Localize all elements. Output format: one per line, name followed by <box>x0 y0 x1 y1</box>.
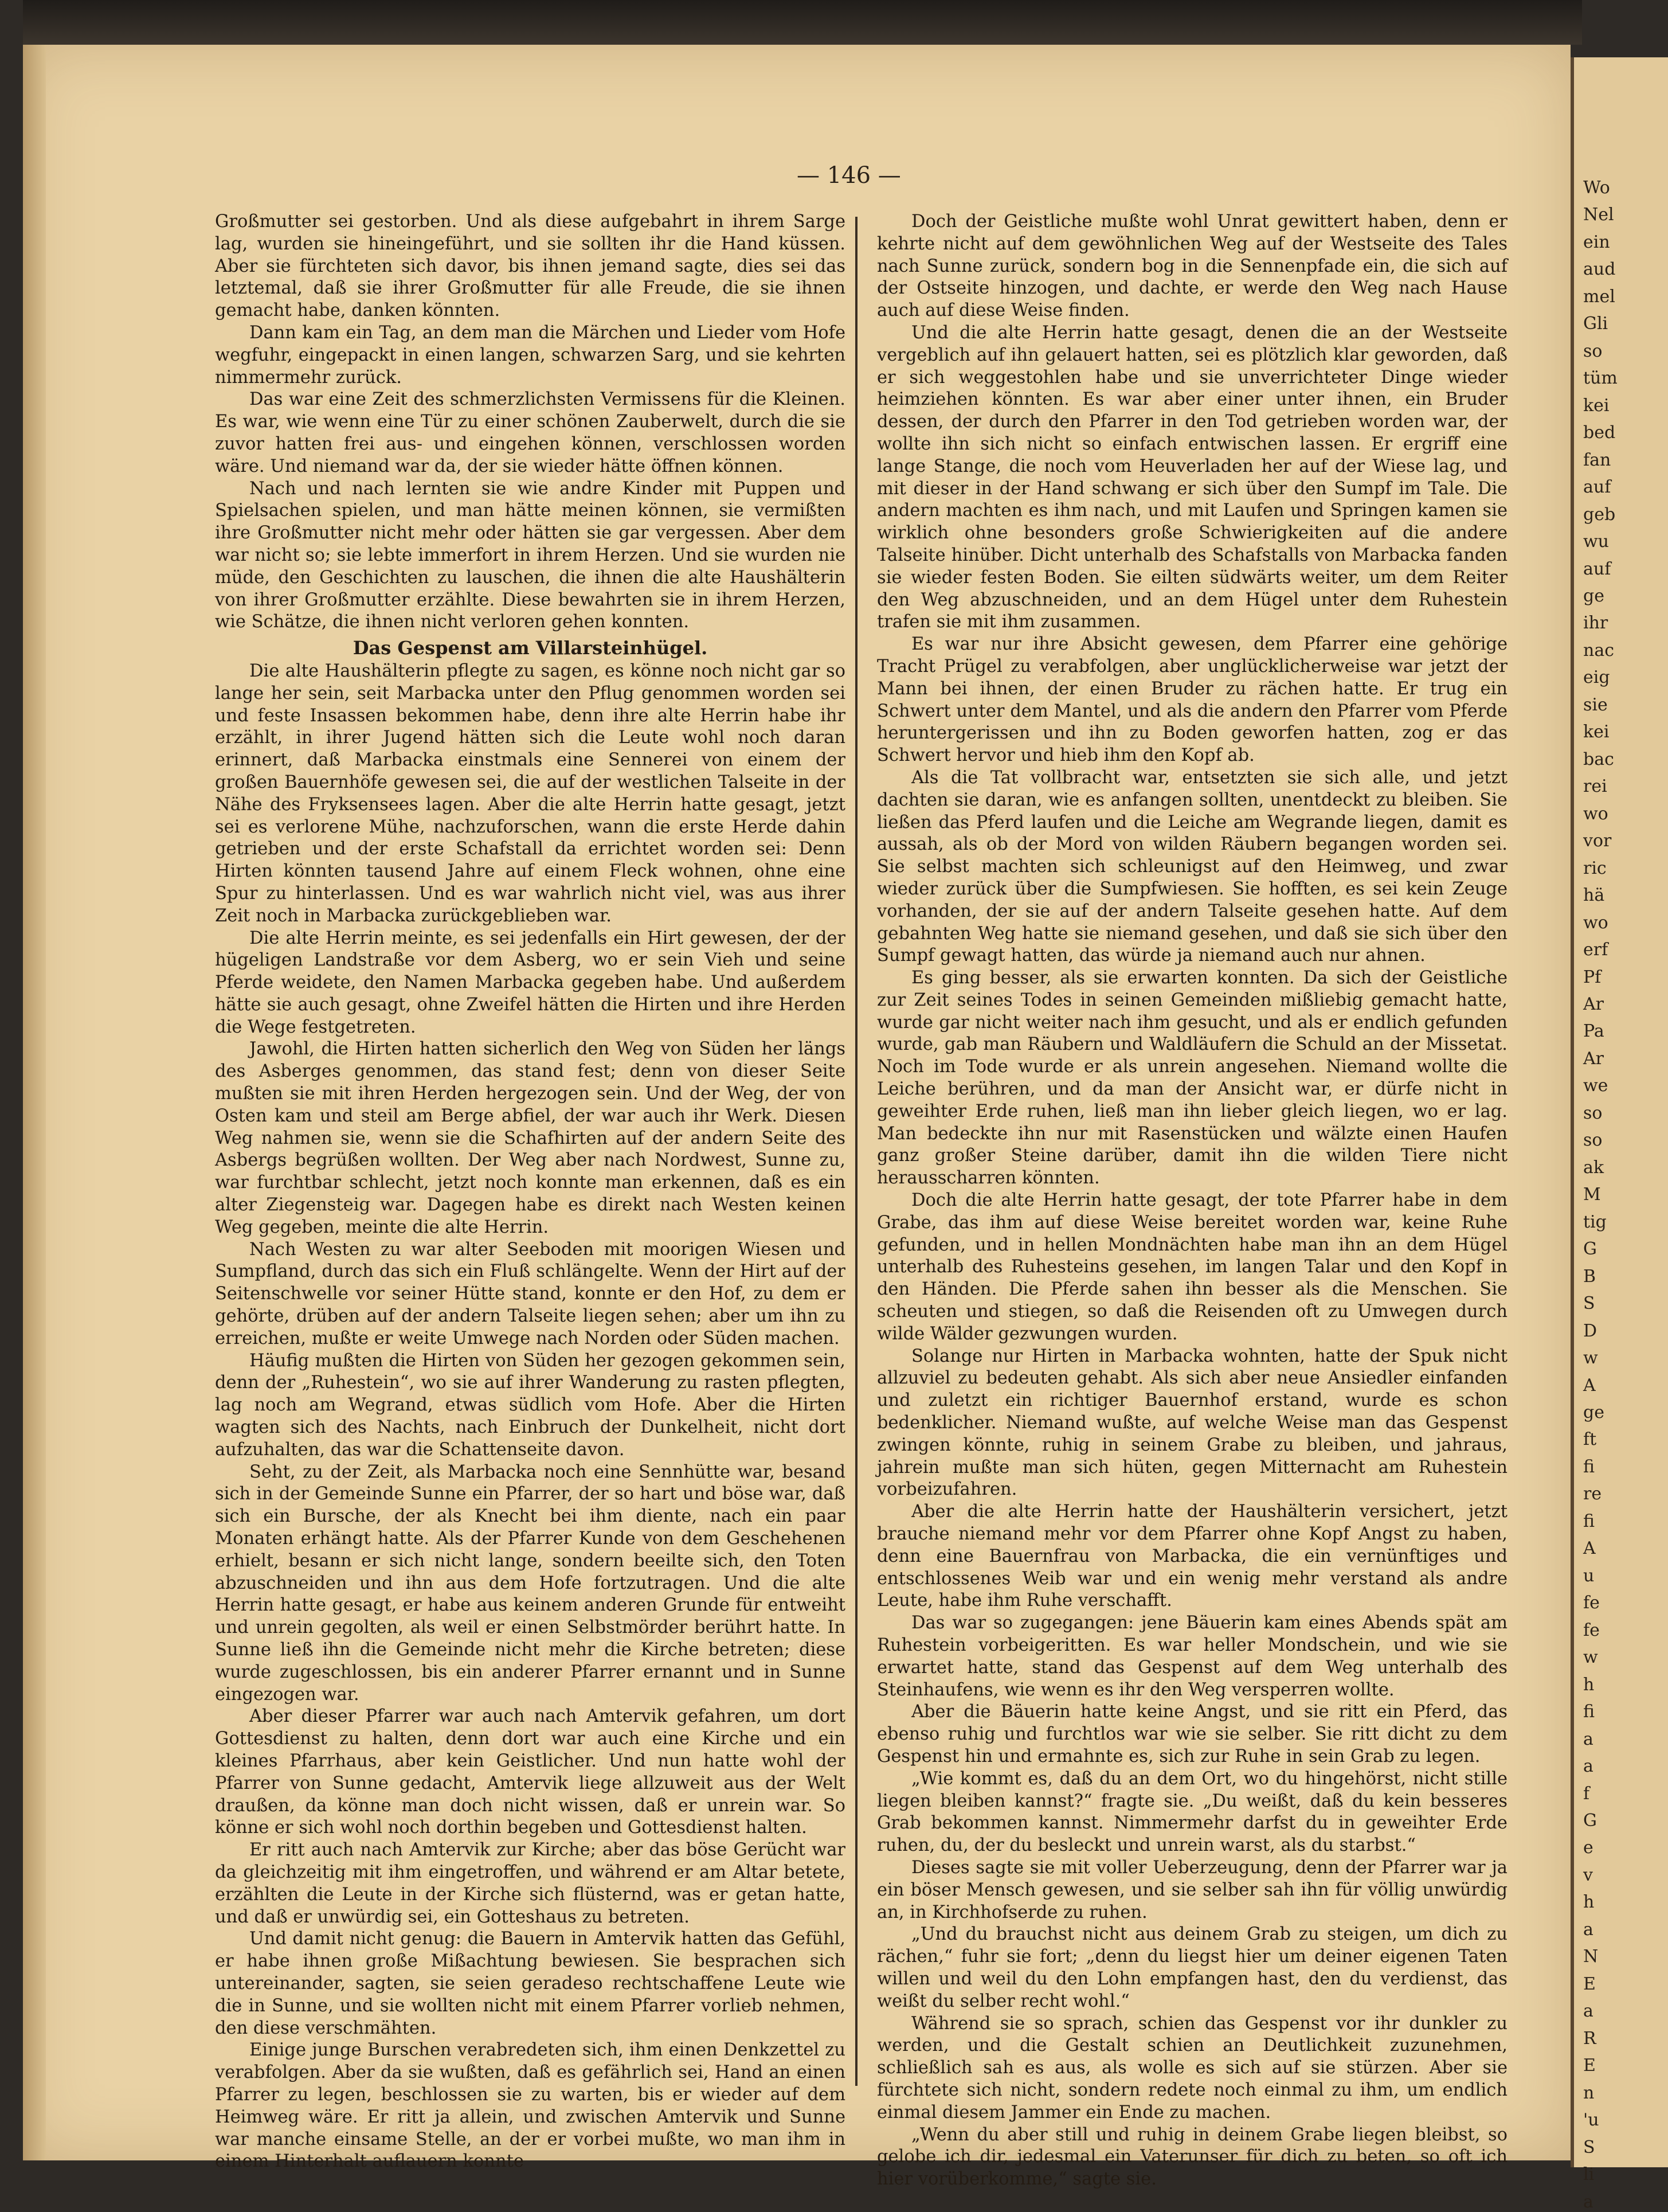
next-page-fragment: tig <box>1583 1211 1607 1232</box>
next-page-fragment: fi <box>1583 1456 1595 1477</box>
paragraph: Häufig mußten die Hirten von Süden her gezogen gekommen sein, denn der „Ruhestein“, wo sie auf ihrer Wanderung zu rasten pflegten, lag noch am Wegrand, etwas südlich vom Hofe. Aber die Hirten wagten sich des Nachts, nach Einbruch der Dunkelheit, nicht dort aufzuhalten, das war die Schattenseite davon. <box>215 1350 845 1460</box>
next-page-fragment: M <box>1583 1185 1601 1205</box>
next-page-fragment: ge <box>1583 1402 1604 1422</box>
paragraph: Die alte Herrin meinte, es sei jedenfalls ein Hirt gewesen, der der hügeligen Landstraße vor dem Asberg, wo er sein Vieh und seine Pferde weidete, den Namen Marbacka gegeben habe. Und außerdem hätte sie auch gesagt, ohne Zweifel hätten die Hirten und ihre Herden die Wege festgetreten. <box>215 928 845 1037</box>
paragraph: Das war eine Zeit des schmerzlichsten Vermissens für die Kleinen. Es war, wie wenn eine Tür zu einer schönen Zauberwelt, durch die sie zuvor hatten frei aus- und eingehen können, verschlossen worden wäre. Und niemand war da, der sie wieder hätte öffnen können. <box>215 389 845 476</box>
paragraph: Dann kam ein Tag, an dem man die Märchen und Lieder vom Hofe wegfuhr, eingepackt in einen langen, schwarzen Sarg, und sie kehrten nimmermehr zurück. <box>215 322 845 388</box>
paragraph: „Wie kommt es, daß du an dem Ort, wo du hingehörst, nicht stille liegen bleiben kannst?“ fragte sie. „Du weißt, daß du kein besseres Grab bekommen kannst. Nimmermehr darfst du in geweihter Erde ruhen, du, der du besleckt und unrein warst, als du starbst.“ <box>877 1768 1508 1856</box>
book-page <box>23 45 1571 2190</box>
book-top-edge <box>23 0 1582 45</box>
next-page-fragment: rei <box>1583 776 1607 797</box>
next-page-fragment: D <box>1583 1320 1597 1341</box>
next-page-fragment: h <box>1583 1892 1595 1913</box>
paragraph: Großmutter sei gestorben. Und als diese aufgebahrt in ihrem Sarge lag, wurden sie hineingeführt, und sie sollten ihr die Hand küssen. Aber sie fürchteten sich davor, bis ihnen jemand sagte, dies sei das letztemal, daß sie ihrer Großmutter für alle Freude, die sie ihnen gemacht habe, danken könnten. <box>215 212 845 321</box>
next-page-edge <box>1571 57 1668 2212</box>
next-page-fragment: wu <box>1583 531 1609 552</box>
paragraph: Einige junge Burschen verabredeten sich, ihm einen Denkzettel zu verabfolgen. Aber da sie wußten, daß es gefährlich sei, Hand an einen Pfarrer zu legen, beschlossen sie zu warten, bis er wieder auf dem Heimweg wäre. Er ritt ja allein, und zwischen Amtervik und Sunne war manche einsame Stelle, an der er vorbei mußte, wo man ihm in einem Hinterhalt auflauern konnte <box>215 2040 845 2172</box>
next-page-fragment: vor <box>1583 831 1612 851</box>
next-page-fragment: sie <box>1583 694 1608 715</box>
next-page-fragment: w <box>1583 1348 1598 1369</box>
next-page-fragment: Wo <box>1583 178 1610 198</box>
paragraph: Doch die alte Herrin hatte gesagt, der tote Pfarrer habe in dem Grabe, das ihm auf diese Weise bereitet worden war, keine Ruhe gefunden, und in hellen Mondnächten habe man ihn an dem Hügel unterhalb des Ruhesteins gesehen, im langen Talar und den Kopf in den Händen. Die Pferde sahen ihn besser als die Menschen. Sie scheuten und stiegen, so daß die Reisenden oft zu Umwegen durch wilde Wälder gezwungen wurden. <box>877 1190 1508 1344</box>
paragraph: Nach Westen zu war alter Seeboden mit moorigen Wiesen und Sumpfland, durch das sich ein Fluß schlängelte. Wenn der Hirt auf der Seitenschwelle vor seiner Hütte stand, konnte er den Hof, zu dem er gehörte, drüben auf der andern Talseite liegen sehen; aber um ihn zu erreichen, mußte er weite Umwege nach Norden oder Süden machen. <box>215 1239 845 1349</box>
next-page-fragment: Nel <box>1583 205 1614 225</box>
next-page-fragment: a <box>1583 2001 1593 2022</box>
next-page-fragment: auf <box>1583 558 1611 579</box>
next-page-fragment: kei <box>1583 395 1610 416</box>
paragraph: Und damit nicht genug: die Bauern in Amtervik hatten das Gefühl, er habe ihnen große Mißachtung bewiesen. Sie besprachen sich untereinander, sagten, sie seien geradeso rechtschaffene Leute wie die in Sunne, und sie wollten nicht mit einem Pfarrer vorlieb nehmen, den diese verschmähten. <box>215 1929 845 2038</box>
next-page-fragment: ein <box>1583 232 1610 252</box>
section-heading: Das Gespenst am Villarsteinhügel. <box>353 637 708 659</box>
next-page-fragment: h <box>1583 1674 1595 1695</box>
next-page-fragment: wo <box>1583 912 1608 933</box>
next-page-fragment: fi <box>1583 1702 1595 1722</box>
next-page-fragment: auf <box>1583 477 1611 498</box>
next-page-fragment: kei <box>1583 722 1610 742</box>
next-page-fragment: a <box>1583 1729 1593 1749</box>
next-page-fragment: li <box>1583 2164 1595 2185</box>
paragraph: Während sie so sprach, schien das Gespenst vor ihr dunkler zu werden, und die Gestalt schien an Deutlichkeit zuzunehmen, schließlich sah es aus, als wolle es sich auf sie stürzen. Aber sie fürchtete sich nicht, sondern redete noch einmal zu ihm, um endlich einmal diesem Jammer ein Ende zu machen. <box>877 2013 1508 2123</box>
next-page-fragment: G <box>1583 1811 1597 1831</box>
next-page-fragment: we <box>1583 1076 1608 1096</box>
next-page-fragment: N <box>1583 1947 1599 1967</box>
next-page-fragment: so <box>1583 1103 1603 1123</box>
next-page-fragment: ge <box>1583 586 1604 606</box>
next-page-fragment: Pf <box>1583 967 1602 987</box>
next-page-fragment: E <box>1583 1973 1596 1994</box>
paragraph: Seht, zu der Zeit, als Marbacka noch eine Sennhütte war, besand sich in der Gemeinde Sunne ein Pfarrer, der so hart und böse war, daß sich ein Bursche, der als Knecht bei ihm diente, nach ein paar Monaten erhängt hatte. Als der Pfarrer Kunde von dem Geschehenen erhielt, besann er sich nicht lange, sondern beeilte sich, den Toten abzuschneiden und ihn aus dem Hofe fortzutragen. Und die alte Herrin hatte gesagt, er habe aus keinem anderen Grunde für entweiht und unrein gegolten, als weil er einen Selbstmörder berührt hatte. In Sunne ließ ihn die Gemeinde nicht mehr die Kirche betreten; diese wurde zugeschlossen, bis ein anderer Pfarrer ernannt und in Sunne eingezogen war. <box>215 1461 845 1705</box>
paragraph: Aber die Bäuerin hatte keine Angst, und sie ritt ein Pferd, das ebenso ruhig und furchtlos war wie sie selber. Sie ritt dicht zu dem Gespenst hin und ermahnte es, sich zur Ruhe in sein Grab zu legen. <box>877 1702 1508 1767</box>
paragraph: „Und du brauchst nicht aus deinem Grab zu steigen, um dich zu rächen,“ fuhr sie fort; „denn du liegst hier um deiner eigenen Taten willen und weil du den Lohn empfangen hast, den du verdienst, das weißt du selber recht wohl.“ <box>877 1924 1508 2011</box>
next-page-fragment: R <box>1583 2028 1596 2049</box>
next-page-fragment: G <box>1583 1239 1597 1260</box>
next-page-fragment: re <box>1583 1484 1602 1504</box>
next-page-fragment: eig <box>1583 667 1610 688</box>
next-page-fragment: ak <box>1583 1157 1604 1178</box>
next-page-fragment: hä <box>1583 885 1605 906</box>
next-page-fragment: 'u <box>1583 2110 1599 2131</box>
next-page-fragment: fan <box>1583 450 1611 470</box>
next-page-fragment: n <box>1583 2082 1595 2103</box>
next-page-fragment: a <box>1583 1919 1593 1940</box>
right-column <box>877 211 1508 2191</box>
page-gutter <box>23 45 46 2160</box>
next-page-fragment: nac <box>1583 640 1615 661</box>
left-column <box>215 211 845 2173</box>
next-page-fragment: tüm <box>1583 368 1618 389</box>
next-page-fragment: f <box>1583 1783 1590 1804</box>
paragraph: Als die Tat vollbracht war, entsetzten sie sich alle, und jetzt dachten sie daran, wie es anfangen sollten, unentdeckt zu bleiben. Sie ließen das Pferd laufen und die Leiche am Wegrande liegen, damit es aussah, als ob der Mord von wilden Räubern begangen worden sei. Sie selbst machten sich schleunigst auf den Heimweg, und zwar wieder zurück über die Sumpfwiesen. Sie hofften, es sei kein Zeuge vorhanden, der sie auf der andern Talseite gesehen hatte. Auf dem gebahnten Weg hatte sie niemand gesehen, und daß sie sich über den Sumpf gewagt hatten, das würde ja niemand auch nur ahnen. <box>877 767 1508 966</box>
next-page-fragment: wo <box>1583 803 1608 824</box>
next-page-fragment: e <box>1583 1838 1593 1858</box>
next-page-fragment: bed <box>1583 423 1616 443</box>
next-page-fragment: a <box>1583 1756 1593 1777</box>
page-number: — 146 — <box>797 162 901 189</box>
next-page-fragment: A <box>1583 1538 1596 1559</box>
next-page-fragment: w <box>1583 1647 1598 1668</box>
next-page-fragment: mel <box>1583 286 1615 307</box>
paragraph: Jawohl, die Hirten hatten sicherlich den Weg von Süden her längs des Asberges genommen, das stand fest; denn von dieser Seite mußten sie mit ihren Herden hergezogen sein. Und der Weg, der von Osten kam und steil am Berge abfiel, der war auch ihr Werk. Diesen Weg nahmen sie, wenn sie die Schafhirten auf der andern Seite des Asbergs begrüßen wollten. Der Weg aber nach Nordwest, Sunne zu, war furchtbar schlecht, jetzt noch konnte man erkennen, daß es ein alter Ziegensteig war. Dagegen habe es direkt nach Westen keinen Weg gegeben, meinte die alte Herrin. <box>215 1039 845 1237</box>
next-page-fragment: A <box>1583 1375 1596 1396</box>
next-page-fragment: v <box>1583 1865 1593 1885</box>
next-page-fragment: S <box>1583 2137 1595 2158</box>
paragraph: Es war nur ihre Absicht gewesen, dem Pfarrer eine gehörige Tracht Prügel zu verabfolgen, aber unglücklicherweise war jetzt der Mann bei ihnen, der einen Bruder zu rächen hatte. Er trug ein Schwert unter dem Mantel, und als die andern den Pfarrer vom Pferde heruntergerissen und ihn zu Boden geworfen hatten, zog er das Schwert hervor und hieb ihm den Kopf ab. <box>877 634 1508 766</box>
paragraph: „Wenn du aber still und ruhig in deinem Grabe liegen bleibst, so gelobe ich dir, jedesmal ein Vaterunser für dich zu beten, so oft ich hier vorüberkomme,“ sagte sie. <box>877 2124 1508 2190</box>
next-page-fragment: fi <box>1583 1511 1595 1531</box>
paragraph: Doch der Geistliche mußte wohl Unrat gewittert haben, denn er kehrte nicht auf dem gewöhnlichen Weg auf der Westseite des Tales nach Sunne zurück, sondern bog in die Sennenpfade ein, die sich auf der Ostseite hinzogen, und dachte, er werde den Weg nach Hause auch auf diese Weise finden. <box>877 212 1508 321</box>
next-page-fragment: Pa <box>1583 1021 1604 1042</box>
next-page-fragment: so <box>1583 1130 1603 1151</box>
next-page-fragment: u <box>1583 1565 1595 1586</box>
next-page-fragment: ihr <box>1583 613 1608 634</box>
next-page-fragment: ft <box>1583 1429 1597 1450</box>
next-page-fragment: Ar <box>1583 1048 1604 1069</box>
column-divider <box>855 217 858 2086</box>
next-page-fragment: E <box>1583 2055 1596 2076</box>
paragraph: Es ging besser, als sie erwarten konnten. Da sich der Geistliche zur Zeit seines Todes in seinen Gemeinden mißliebig gemacht hatte, wurde gar nicht weiter nach ihm gesucht, und als er endlich gefunden wurde, gab man Räubern und Waldläufern die Schuld an der Missetat. Noch im Tode wurde er als unrein angesehen. Niemand wollte die Leiche berühren, und da man der Ansicht war, er dürfe nicht in geweihter Erde ruhen, ließ man ihn lieber gleich liegen, wo er lag. Man bedeckte ihn nur mit Rasenstücken und wälzte einen Haufen ganz großer Steine darüber, damit ihn die wilden Tiere nicht herausscharren könnten. <box>877 968 1508 1189</box>
paragraph: Dieses sagte sie mit voller Ueberzeugung, denn der Pfarrer war ja ein böser Mensch gewesen, und sie selber sah ihn für völlig unwürdig an, in Kirchhofserde zu ruhen. <box>877 1857 1508 1922</box>
paragraph: Und die alte Herrin hatte gesagt, denen die an der Westseite vergeblich auf ihn gelauert hatten, sei es plötzlich klar geworden, daß er sich weggestohlen habe und sie unverrichteter Dinge wieder heimziehen könnten. Es war aber einer unter ihnen, ein Bruder dessen, der durch den Pfarrer in den Tod getrieben worden war, der wollte ihn sich nicht so einfach entwischen lassen. Er ergriff eine lange Stange, die noch vom Heuverladen her auf der Wiese lag, und mit dieser in der Hand schwang er sich über den Sumpf im Tale. Die andern machten es ihm nach, und mit Laufen und Springen kamen sie wirklich ohne besonders große Schwierigkeiten auf die andere Talseite hinüber. Dicht unterhalb des Schafstalls von Marbacka fanden sie wieder festen Boden. Sie eilten südwärts weiter, um dem Reiter den Weg abzuschneiden, und an dem Hügel unter dem Ruhestein trafen sie mit ihm zusammen. <box>877 322 1508 632</box>
next-page-fragment: fe <box>1583 1593 1600 1613</box>
next-page-fragment: Gli <box>1583 314 1608 334</box>
next-page-fragment: ric <box>1583 858 1607 878</box>
next-page-fragment: geb <box>1583 504 1616 525</box>
next-page-fragment: B <box>1583 1266 1596 1287</box>
next-page-fragment: bac <box>1583 749 1614 769</box>
paragraph: Aber die alte Herrin hatte der Haushälterin versichert, jetzt brauche niemand mehr vor dem Pfarrer ohne Kopf Angst zu haben, denn eine Bauernfrau von Marbacka, die ein vernünftiges und entschlossenes Weib war und ein wenig mehr verstand als andre Leute, habe ihm Ruhe verschafft. <box>877 1502 1508 1611</box>
paragraph: Die alte Haushälterin pflegte zu sagen, es könne noch nicht gar so lange her sein, seit Marbacka unter den Pflug genommen worden sei und feste Insassen bekommen habe, denn ihre alte Herrin habe ihr erzählt, in ihrer Jugend hätten sich die Leute wohl noch daran erinnert, daß Marbacka einstmals eine Sennerei von einem der großen Bauernhöfe gewesen sei, die auf der westlichen Talseite in der Nähe des Fryksensees lagen. Aber die alte Herrin hatte gesagt, jetzt sei es verlorene Mühe, nachzuforschen, wann die erste Herde dahin getrieben und der erste Schafstall da errichtet worden sei: Denn Hirten könnten tausend Jahre auf einem Fleck wohnen, ohne eine Spur zu hinterlassen. Und es war wahrlich nicht viel, was aus ihrer Zeit noch in Marbacka zurückgeblieben war. <box>215 661 845 926</box>
paragraph: Solange nur Hirten in Marbacka wohnten, hatte der Spuk nicht allzuviel zu bedeuten gehabt. Als sich aber neue Ansiedler einfanden und zuletzt ein richtiger Bauernhof erstand, wurde es schon bedenklicher. Niemand wußte, auf welche Weise man das Gespenst zwingen könnte, ruhig in seinem Grabe zu bleiben, und jahraus, jahrein mußte man sich hüten, gegen Mitternacht am Ruhestein vorbeizufahren. <box>877 1346 1508 1500</box>
next-page-fragment: fe <box>1583 1620 1600 1640</box>
next-page-fragment: aud <box>1583 259 1616 280</box>
next-page-fragment: Ar <box>1583 994 1604 1014</box>
next-page-fragment: erf <box>1583 940 1608 960</box>
paragraph: Nach und nach lernten sie wie andre Kinder mit Puppen und Spielsachen spielen, und man hätte meinen können, sie vermißten ihre Großmutter nicht mehr oder hätten sie gar vergessen. Aber dem war nicht so; sie lebte immerfort in ihrem Herzen. Und sie wurden nie müde, den Geschichten zu lauschen, die ihnen die alte Haushälterin von ihrer Großmutter erzählte. Diese bewahrten sie in ihrem Herzen, wie Schätze, die ihnen nicht verloren gehen konnten. <box>215 478 845 632</box>
paragraph: Das war so zugegangen: jene Bäuerin kam eines Abends spät am Ruhestein vorbeigeritten. Es war heller Mondschein, und wie sie erwartet hatte, stand das Gespenst auf dem Weg unterhalb des Steinhaufens, wie wenn es ihr den Weg versperren wollte. <box>877 1613 1508 1700</box>
paragraph: Er ritt auch nach Amtervik zur Kirche; aber das böse Gerücht war da gleichzeitig mit ihm eingetroffen, und während er am Altar betete, erzählten die Leute in der Kirche sich flüsternd, was er getan hatte, und daß er unwürdig sei, ein Gotteshaus zu betreten. <box>215 1840 845 1927</box>
next-page-fragment: S <box>1583 1293 1595 1314</box>
next-page-fragment: a <box>1583 2191 1593 2212</box>
paragraph: Aber dieser Pfarrer war auch nach Amtervik gefahren, um dort Gottesdienst zu halten, denn dort war auch eine Kirche und ein kleines Pfarrhaus, aber kein Geistlicher. Und nun hatte wohl der Pfarrer von Sunne gedacht, Amtervik liege allzuweit aus der Welt draußen, da könne man doch nicht wissen, daß er unrein war. So könne er sich wohl noch dorthin begeben und Gottesdienst halten. <box>215 1706 845 1838</box>
next-page-fragment: so <box>1583 341 1603 361</box>
